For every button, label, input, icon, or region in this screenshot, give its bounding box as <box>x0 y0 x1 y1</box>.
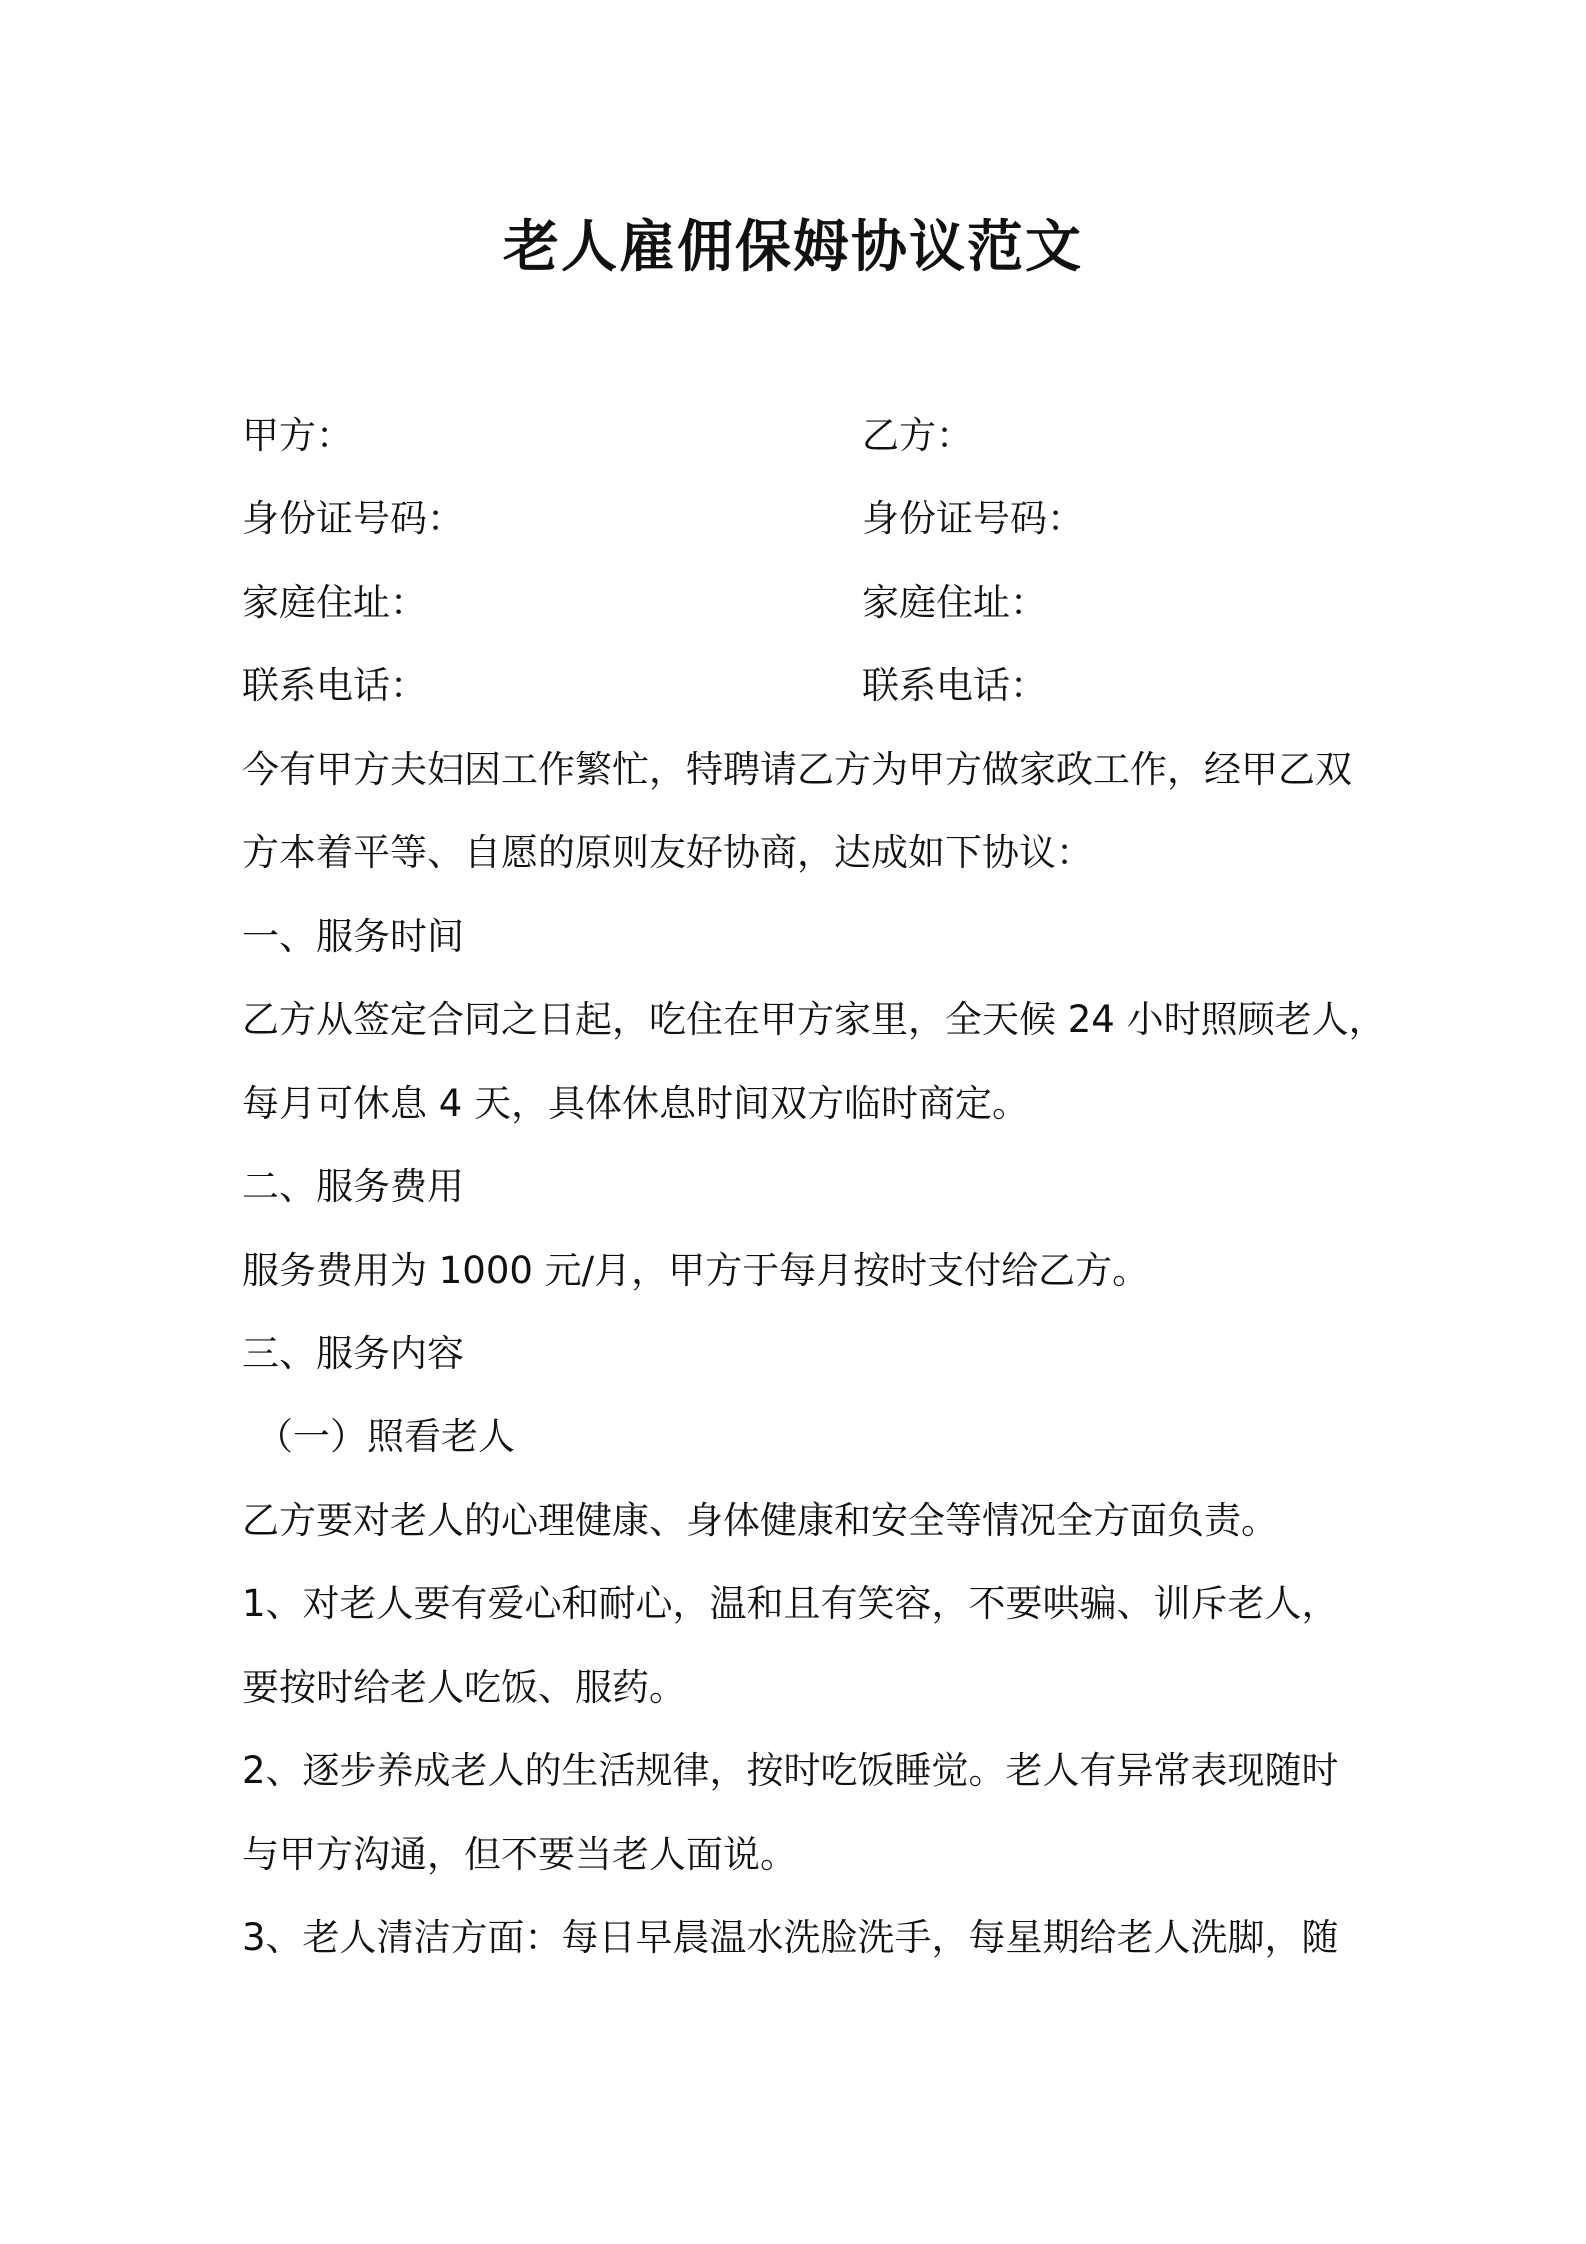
list-item-continuation: 要按时给老人吃饭、服药。 <box>242 1666 686 1709</box>
paragraph-line: 每月可休息 4 天，具体休息时间双方临时商定。 <box>242 1082 1030 1125</box>
party-a-label: 甲方： <box>242 414 353 457</box>
party-b-id-label: 身份证号码： <box>862 497 1084 540</box>
list-item: 1、对老人要有爱心和耐心，温和且有笑容，不要哄骗、训斥老人， <box>242 1582 1339 1625</box>
subsection-heading-elder-care: （一）照看老人 <box>256 1415 515 1458</box>
party-b-label: 乙方： <box>862 414 973 457</box>
party-a-phone-label: 联系电话： <box>242 664 427 707</box>
paragraph-line: 乙方要对老人的心理健康、身体健康和安全等情况全方面负责。 <box>242 1499 1278 1542</box>
section-heading-service-fee: 二、服务费用 <box>242 1165 464 1208</box>
paragraph-line: 乙方从签定合同之日起，吃住在甲方家里，全天候 24 小时照顾老人， <box>242 998 1386 1041</box>
party-b-address-label: 家庭住址： <box>862 581 1047 624</box>
paragraph-line: 服务费用为 1000 元/月，甲方于每月按时支付给乙方。 <box>242 1249 1150 1292</box>
party-a-address-label: 家庭住址： <box>242 581 427 624</box>
list-item: 3、老人清洁方面：每日早晨温水洗脸洗手，每星期给老人洗脚，随 <box>242 1916 1339 1959</box>
intro-line: 方本着平等、自愿的原则友好协商，达成如下协议： <box>242 831 1093 874</box>
list-item: 2、逐步养成老人的生活规律，按时吃饭睡觉。老人有异常表现随时 <box>242 1749 1339 1792</box>
party-b-phone-label: 联系电话： <box>862 664 1047 707</box>
list-item-continuation: 与甲方沟通，但不要当老人面说。 <box>242 1833 797 1876</box>
section-heading-service-time: 一、服务时间 <box>242 915 464 958</box>
section-heading-service-content: 三、服务内容 <box>242 1332 464 1375</box>
party-a-id-label: 身份证号码： <box>242 497 464 540</box>
intro-line: 今有甲方夫妇因工作繁忙，特聘请乙方为甲方做家政工作，经甲乙双 <box>242 748 1352 791</box>
document-title: 老人雇佣保姆协议范文 <box>503 215 1083 280</box>
